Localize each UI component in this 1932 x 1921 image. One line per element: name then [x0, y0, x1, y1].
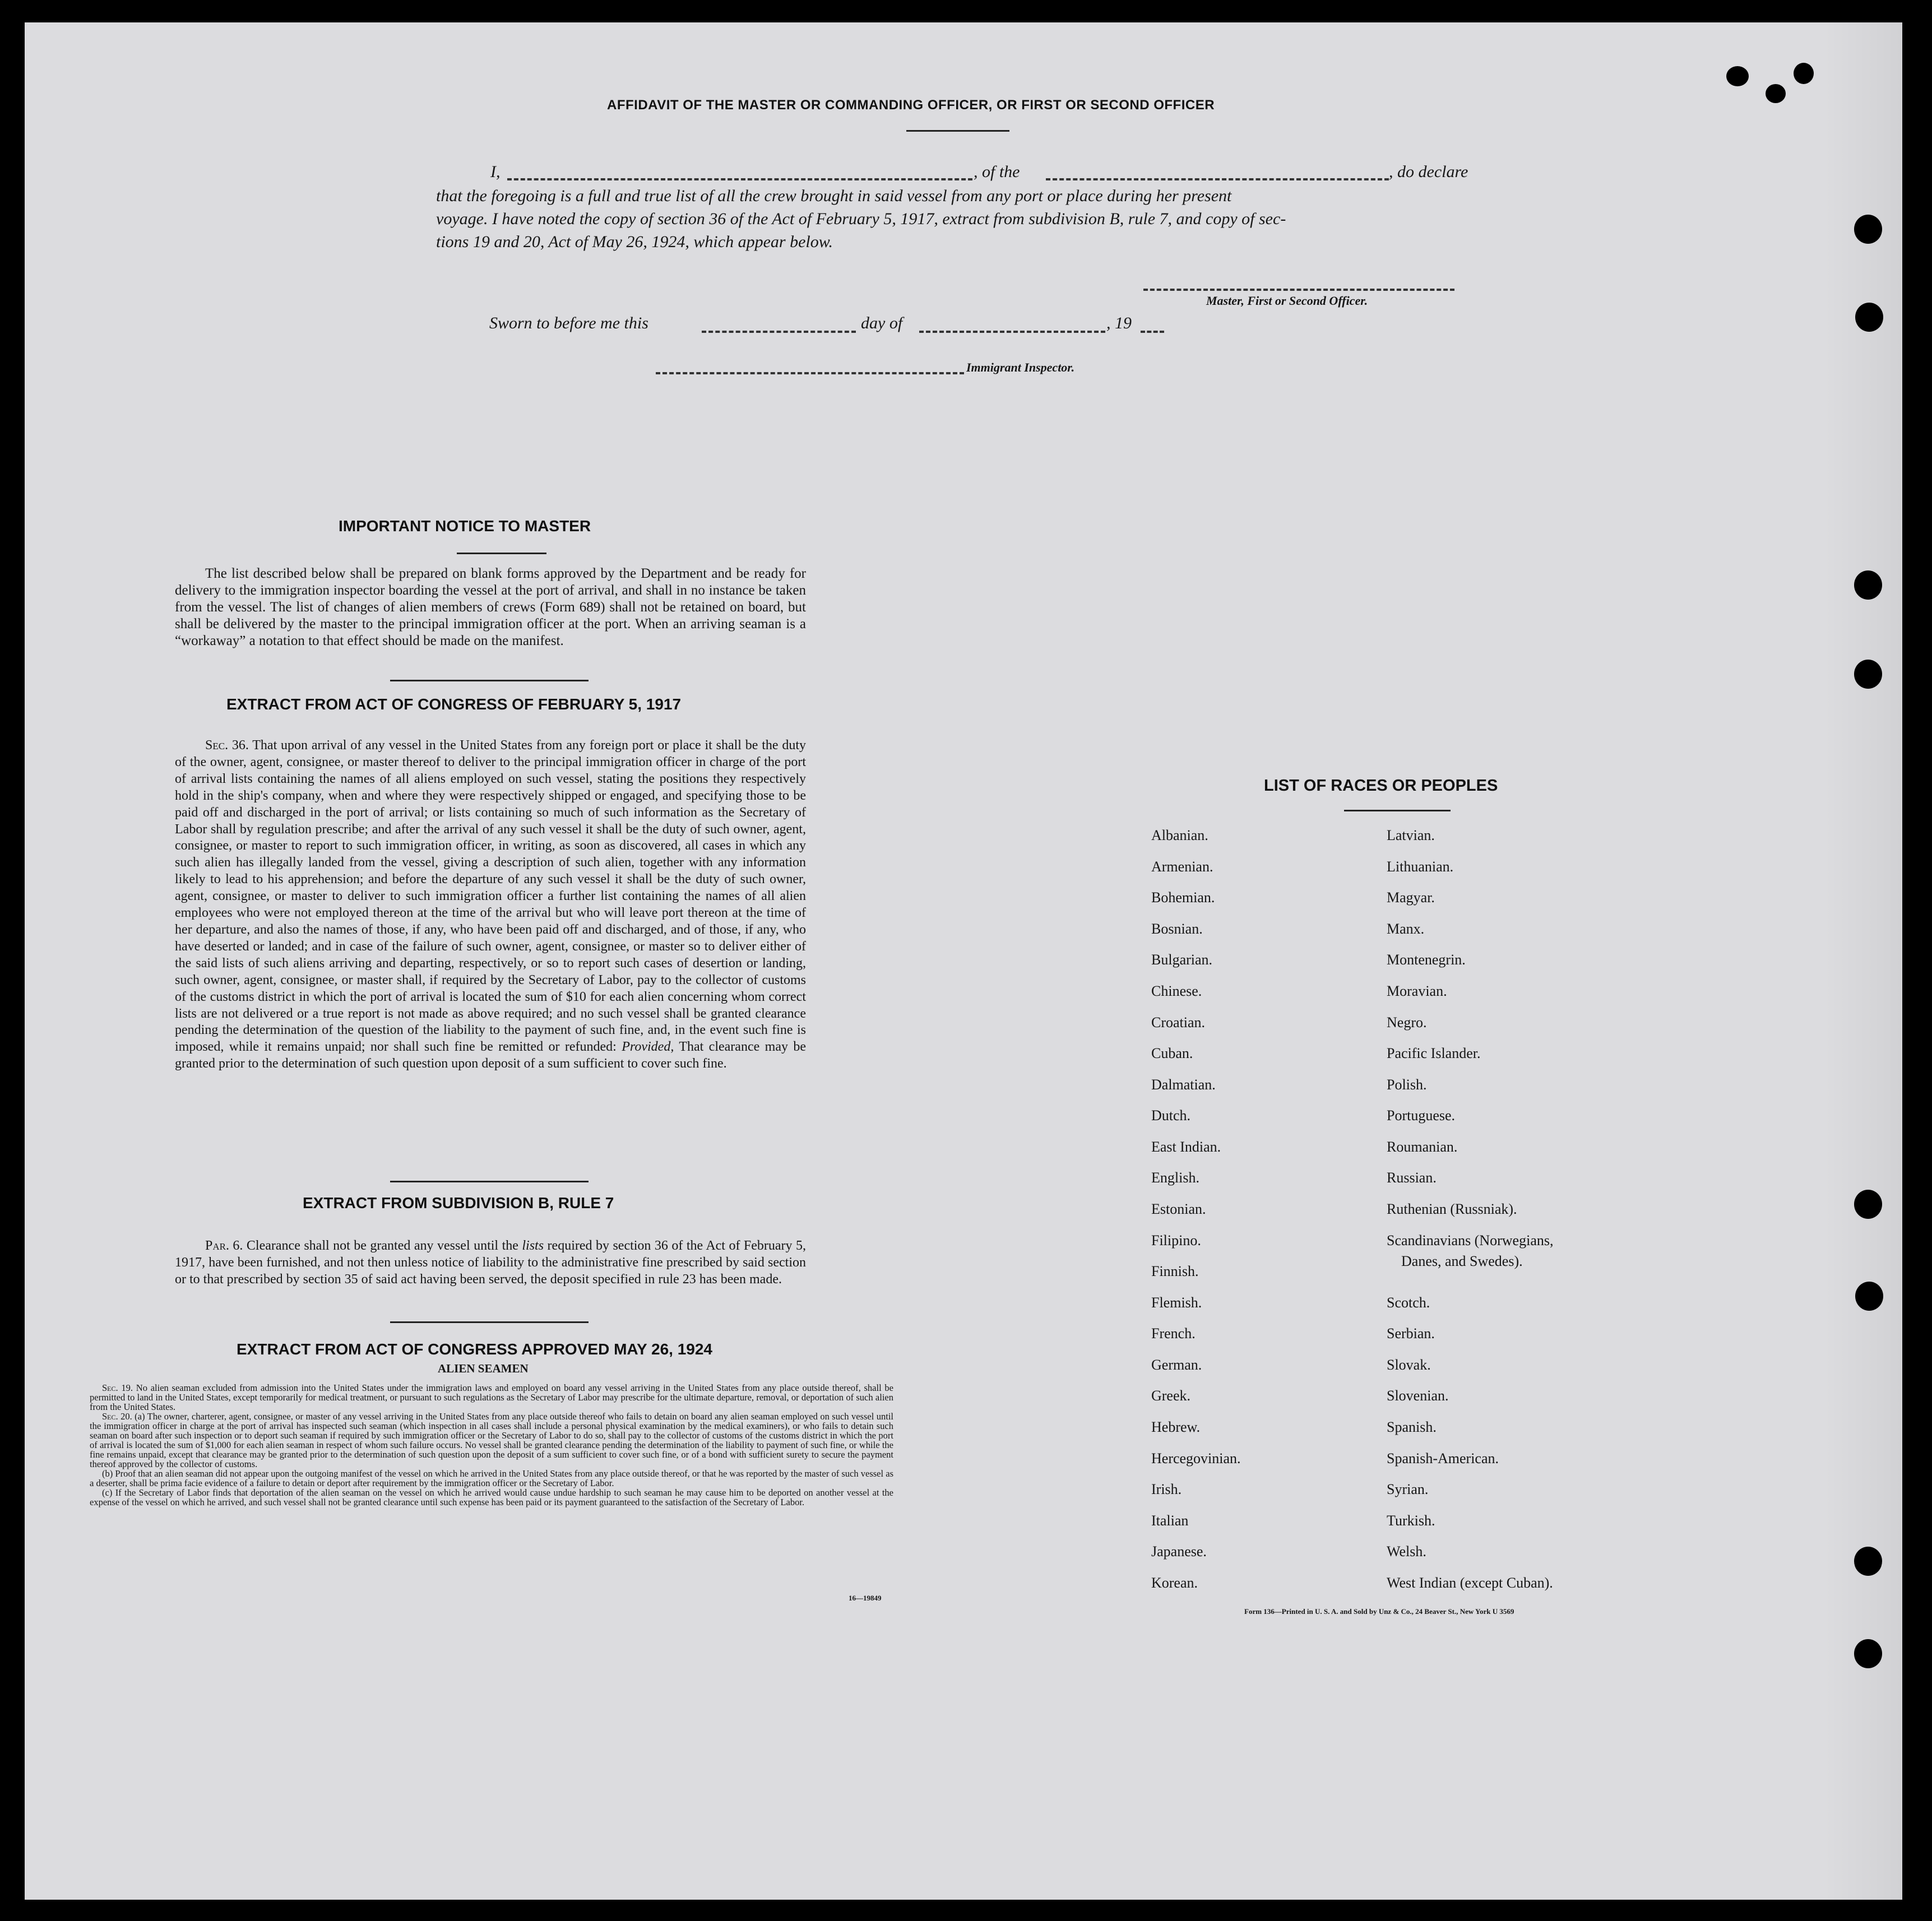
- section-20a: [90, 1412, 893, 1469]
- race-item: Russian.: [1387, 1170, 1437, 1186]
- affidavit-title-rule: [906, 130, 1009, 132]
- race-item: Scotch.: [1387, 1294, 1430, 1311]
- race-item: Turkish.: [1387, 1512, 1435, 1529]
- day-of-label: day of: [861, 314, 903, 332]
- race-item: Bohemian.: [1151, 889, 1215, 906]
- sworn-label: Sworn to before me this: [489, 314, 648, 332]
- race-item: Magyar.: [1387, 889, 1435, 906]
- race-item: Dutch.: [1151, 1107, 1191, 1124]
- race-item: Roumanian.: [1387, 1139, 1458, 1155]
- race-item: Ruthenian (Russniak).: [1387, 1201, 1517, 1217]
- race-item: Montenegrin.: [1387, 952, 1466, 968]
- rule7-bottom-rule: [390, 1321, 589, 1323]
- section-20b: (b) Proof that an alien seaman did not appear upon the outgoing manifest of the vessel on which he arrived in the United States from any place outside thereof, or that he was reported by the master of such vessel as a deserter, shall be prima facie evidence of a failure to detain or deport after requirement by the immigration officer or the Secretary of Labor.: [90, 1468, 893, 1488]
- race-item: Korean.: [1151, 1575, 1198, 1591]
- rule7-body-b: required by section 36 of the Act of February 5, 1917, have been furnished, and not then unless notice of liability to the administrative fine prescribed by said section or to that prescribed by section 35 of said act having been served, the deposit specified in rule 23 has been made.: [175, 1238, 807, 1287]
- race-item: Pacific Islander.: [1387, 1045, 1481, 1061]
- inspector-signature-line: [656, 372, 964, 374]
- affidavit-title: AFFIDAVIT OF THE MASTER OR COMMANDING OFFICER, OR FIRST OR SECOND OFFICER: [607, 98, 1215, 113]
- notice-bottom-rule: [390, 680, 589, 681]
- form-code: 16—19849: [849, 1594, 882, 1602]
- race-item: Hercegovinian.: [1151, 1450, 1241, 1467]
- lists-word: lists: [522, 1238, 544, 1253]
- extract-1924-title: EXTRACT FROM ACT OF CONGRESS APPROVED MAY 26, 1924: [237, 1340, 712, 1358]
- race-item: Hebrew.: [1151, 1419, 1201, 1435]
- binder-hole: [1854, 1547, 1882, 1576]
- race-item: Cuban.: [1151, 1045, 1193, 1061]
- race-item: French.: [1151, 1325, 1196, 1342]
- notice-title: IMPORTANT NOTICE TO MASTER: [339, 517, 591, 535]
- race-item: Croatian.: [1151, 1014, 1206, 1031]
- race-item: Slovenian.: [1387, 1388, 1449, 1404]
- affidavit-i: I,: [490, 163, 501, 181]
- race-item: Finnish.: [1151, 1263, 1199, 1279]
- section-19-label: Sec. 19.: [102, 1382, 133, 1393]
- affidavit-line-2: that the foregoing is a full and true list of all the crew brought in said vessel from any port or place during her present: [436, 187, 1232, 205]
- race-item: Moravian.: [1387, 983, 1447, 999]
- inspector-label: Immigrant Inspector.: [966, 360, 1075, 374]
- section-36-body: That upon arrival of any vessel in the United States from any foreign port or place it shall be the duty of the owner, agent, consignee, or master thereof to deliver to the principal immigration officer in charge of the port of arrival lists containing the names of all aliens employed on such vessel, stating the positions they respectively hold in the ship's company, when and where they were respectively shipped or engaged, and specifying those to be paid off and discharged in the port of arrival; or lists containing so much of such information as the Secretary of Labor shall by regulation prescribe; and after the arrival of any such vessel it shall be the duty of such owner, agent, consignee, or master to report to such immigration officer, in writing, as soon as discovered, all cases in which any such alien has illegally landed from the vessel, giving a description of such alien, together with any information likely to lead to his apprehension; and before the departure of any such vessel it shall be the duty of such owner, agent, consignee, or master to deliver to such immigration officer a further list containing the names of all alien employees who were not employed thereon at the time of the arrival but who will leave port thereon at the time of her departure, and also the names of those, if any, who have been paid off and discharged, and of those, if any, who have deserted or landed; and in case of the failure of such owner, agent, consignee, or master so to deliver either of the said lists of such aliens arriving and departing, respectively, or so to report such cases of desertion or landing, such owner, agent, consignee, or master shall, if required by the Secretary of Labor, pay to the collector of customs of the customs district in which the port of arrival is located the sum of $10 for each alien concerning whom correct lists are not delivered or a true report is not made as above required; and no such vessel shall be granted clearance pending the determination of the question of the liability to the payment of such fine, and, in the event such fine is imposed, while it remains unpaid; nor shall such fine be remitted or refunded:: [175, 738, 806, 1055]
- race-item: Latvian.: [1387, 827, 1435, 843]
- race-item: Bosnian.: [1151, 921, 1203, 937]
- race-item: Flemish.: [1151, 1294, 1202, 1311]
- race-item: Danes, and Swedes).: [1401, 1253, 1523, 1269]
- race-item: Japanese.: [1151, 1543, 1207, 1560]
- race-item: West Indian (except Cuban).: [1387, 1575, 1553, 1591]
- master-signature-label: Master, First or Second Officer.: [1206, 294, 1368, 308]
- rule7-title: EXTRACT FROM SUBDIVISION B, RULE 7: [303, 1194, 614, 1212]
- sworn-day-blank: [702, 331, 856, 333]
- notice-text: The list described below shall be prepared on blank forms approved by the Department and be ready for delivery to the immigration inspector boarding the vessel at the port of arrival, and shall in no instance be taken from the vessel. The list of changes of alien members of crews (Form 689) shall not be retained on board, but shall be delivered by the master to the principal immigration officer at the port. When an arriving seaman is a “workaway” a notation to that effect should be made on the manifest.: [175, 566, 806, 648]
- race-item: Greek.: [1151, 1388, 1191, 1404]
- race-item: Albanian.: [1151, 827, 1208, 843]
- binder-hole: [1766, 84, 1786, 103]
- section-20a-body: (a) The owner, charterer, agent, consignee, or master of any vessel arriving in the United States from any place outside thereof who fails to detain on board any alien seaman employed on such vessel until the immigration officer in charge at the port of arrival has inspected such seaman (which inspection in all cases shall include a personal physical examination by the medical examiners), or who fails to detain such seaman on board after such inspection or to deport such seaman if required by such immigration officer or the Secretary of Labor to do so, shall pay to the collector of customs of the customs district in which the port of arrival is located the sum of $1,000 for each alien seaman in respect of whom such failure occurs. No vessel shall be granted clearance pending the determination of the liability to payment of such fine, or while the fine remains unpaid, except that clearance may be granted prior to the determination of such question upon the deposit of a sum sufficient to cover such fine, or of a bond with sufficient surety to secure the payment thereof approved by the collector of customs.: [90, 1411, 894, 1469]
- extract-1917-text: [175, 737, 806, 1073]
- name-blank: [507, 178, 972, 180]
- binder-hole: [1794, 63, 1814, 84]
- extract-1917-title: EXTRACT FROM ACT OF CONGRESS OF FEBRUARY 5, 1917: [226, 695, 682, 713]
- race-item: German.: [1151, 1357, 1202, 1373]
- par-6-label: Par. 6.: [205, 1238, 243, 1253]
- rule7-text: [175, 1237, 806, 1288]
- race-item: Irish.: [1151, 1481, 1182, 1497]
- race-item: Welsh.: [1387, 1543, 1426, 1560]
- year-blank: [1141, 331, 1164, 333]
- affidavit-of-the: , of the: [974, 163, 1020, 181]
- section-36-label: Sec. 36.: [205, 738, 249, 753]
- race-item: Spanish.: [1387, 1419, 1437, 1435]
- extract-1917-bottom-rule: [390, 1181, 589, 1182]
- race-item: Chinese.: [1151, 983, 1202, 999]
- rule7-body-a: Clearance shall not be granted any vessel until the: [246, 1238, 518, 1253]
- binder-hole: [1854, 660, 1882, 689]
- binder-hole: [1726, 66, 1749, 86]
- race-item: Serbian.: [1387, 1325, 1435, 1342]
- affidavit-line-3: voyage. I have noted the copy of section 36 of the Act of February 5, 1917, extract from subdivision B, rule 7, and copy of sec-: [436, 210, 1286, 228]
- race-item: Bulgarian.: [1151, 952, 1213, 968]
- race-item: Manx.: [1387, 921, 1425, 937]
- section-20c: (c) If the Secretary of Labor finds that deportation of the alien seaman on the vessel on which he arrived would cause undue hardship to such seaman he may cause him to be deported on another vessel at the expense of the vessel on which he arrived, and such vessel shall not be granted clearance until such expense has been paid or its payment guaranteed to the satisfaction of the Secretary of Labor.: [90, 1487, 893, 1507]
- race-item: East Indian.: [1151, 1139, 1221, 1155]
- binder-hole: [1855, 1282, 1883, 1311]
- race-item: Portuguese.: [1387, 1107, 1456, 1124]
- race-item: English.: [1151, 1170, 1199, 1186]
- binder-hole: [1854, 1639, 1882, 1668]
- race-item: Italian: [1151, 1512, 1189, 1529]
- extract-1924-text: [90, 1383, 893, 1507]
- races-title-rule: [1344, 810, 1451, 811]
- section-36-proviso: That clearance may be granted prior to the determination of such question upon deposit of a sum sufficient to cover such fine.: [175, 1040, 807, 1071]
- race-item: Slovak.: [1387, 1357, 1431, 1373]
- year-label: , 19: [1106, 314, 1132, 332]
- race-item: Negro.: [1387, 1014, 1427, 1031]
- affidavit-line-4: tions 19 and 20, Act of May 26, 1924, which appear below.: [436, 233, 833, 251]
- binder-hole: [1855, 303, 1883, 332]
- binder-hole: [1854, 570, 1882, 600]
- notice-title-rule: [457, 553, 546, 554]
- race-item: Spanish-American.: [1387, 1450, 1499, 1467]
- race-item: Filipino.: [1151, 1232, 1201, 1249]
- race-item: Dalmatian.: [1151, 1076, 1216, 1093]
- alien-seamen-subtitle: ALIEN SEAMEN: [438, 1362, 529, 1375]
- section-20-label: Sec. 20.: [102, 1411, 132, 1422]
- sworn-month-blank: [919, 331, 1105, 333]
- section-19-body: No alien seaman excluded from admission into the United States under the immigration laws and employed on board any vessel arriving in the United States from any place outside thereof, shall be permitted to land in the United States, except temporarily for medical treatment, or pursuant to such regulations as the Secretary of Labor may prescribe for the ultimate departure, removal, or deportation of such alien from the United States.: [90, 1382, 893, 1412]
- vessel-blank: [1046, 178, 1389, 180]
- race-item: Scandinavians (Norwegians,: [1387, 1232, 1554, 1249]
- race-item: Polish.: [1387, 1076, 1427, 1093]
- binder-hole: [1854, 1190, 1882, 1219]
- provided-word: Provided,: [622, 1040, 674, 1055]
- race-item: Armenian.: [1151, 859, 1213, 875]
- form-printer-note: Form 136—Printed in U. S. A. and Sold by Unz & Co., 24 Beaver St., New York U 3569: [1244, 1607, 1514, 1616]
- race-item: Syrian.: [1387, 1481, 1429, 1497]
- race-item: Lithuanian.: [1387, 859, 1454, 875]
- master-signature-line: [1143, 289, 1454, 291]
- races-title: LIST OF RACES OR PEOPLES: [1264, 777, 1498, 795]
- section-19: [90, 1383, 893, 1412]
- affidavit-do-declare: , do declare: [1389, 163, 1468, 181]
- binder-hole: [1854, 215, 1882, 244]
- race-item: Estonian.: [1151, 1201, 1206, 1217]
